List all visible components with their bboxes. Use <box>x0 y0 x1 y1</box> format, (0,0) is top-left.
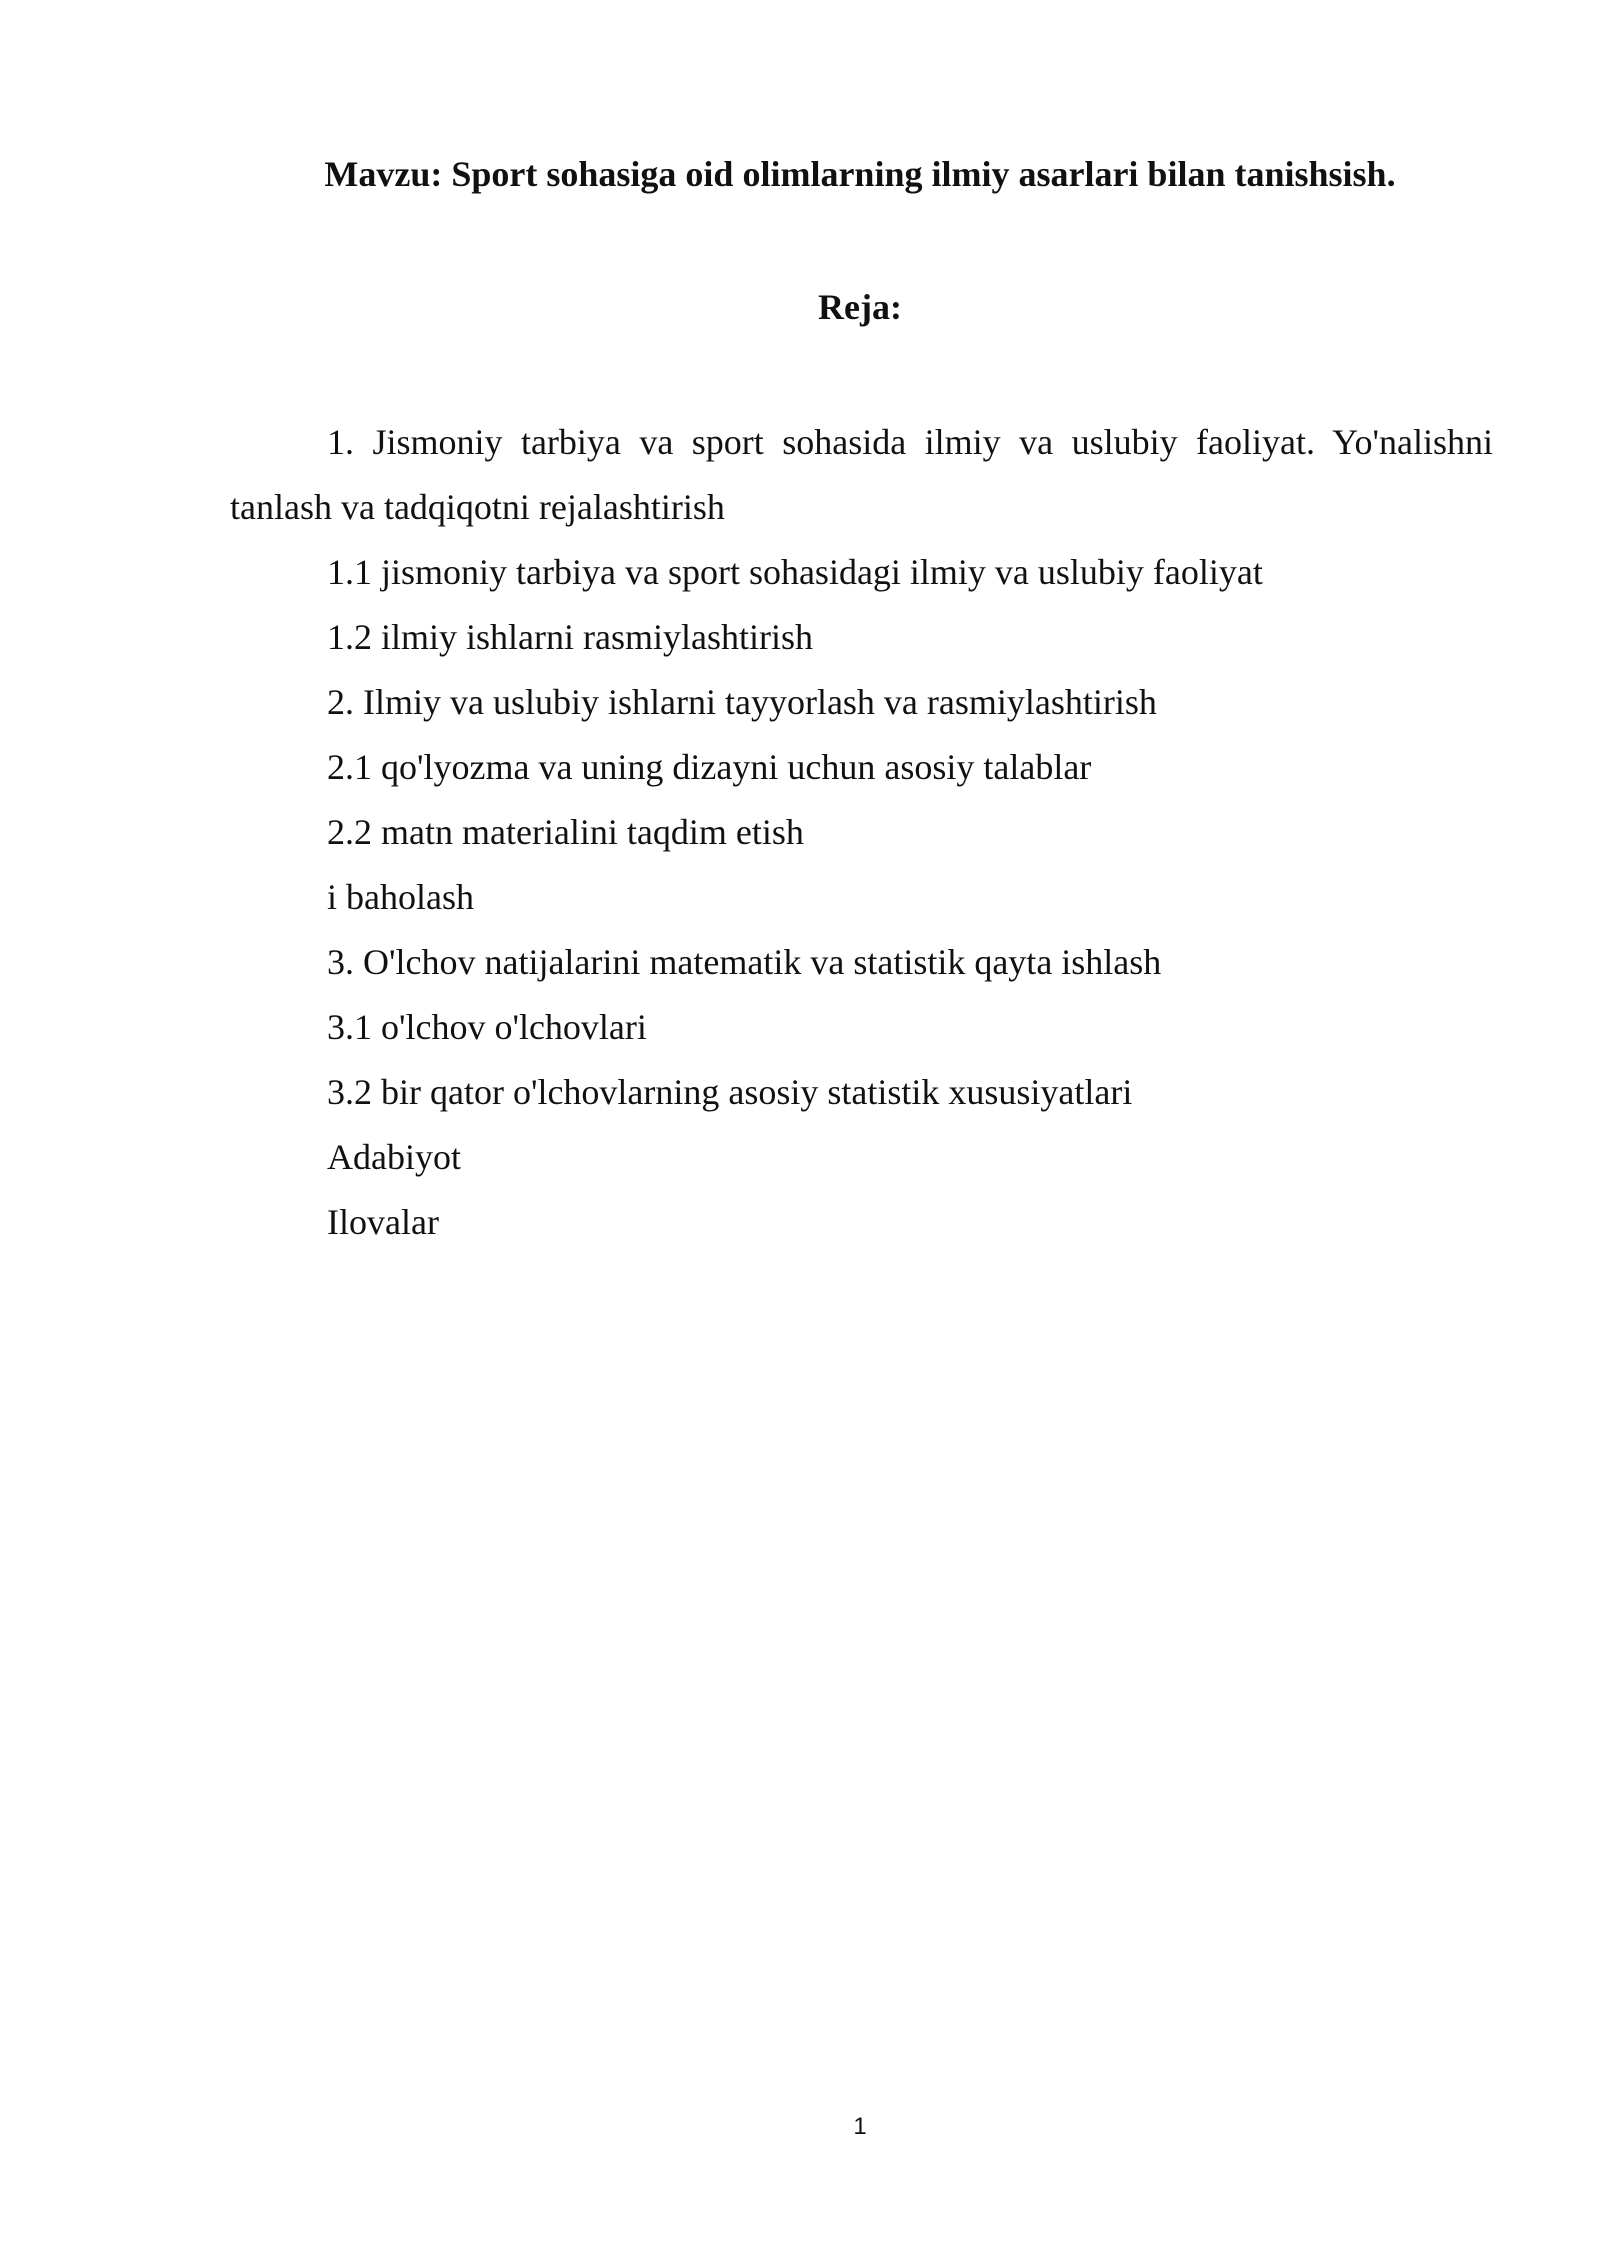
plan-item-2-2: 2.2 matn materialini taqdim etish <box>327 812 804 852</box>
plan-list <box>230 410 1493 1255</box>
document-title: Mavzu: Sport sohasiga oid olimlarning ilmiy asarlari bilan tanishsish. <box>324 154 1396 194</box>
plan-item-baholash: i baholash <box>327 877 474 917</box>
page-number: 1 <box>853 2113 867 2140</box>
plan-item-adabiyot: Adabiyot <box>327 1137 461 1177</box>
plan-item-2-1: 2.1 qo'lyozma va uning dizayni uchun asosiy talablar <box>327 747 1092 787</box>
plan-item-1-1: 1.1 jismoniy tarbiya va sport sohasidagi ilmiy va uslubiy faoliyat <box>327 552 1263 592</box>
plan-item-3-1: 3.1 o'lchov o'lchovlari <box>327 1007 647 1047</box>
plan-item-1: 1. Jismoniy tarbiya va sport sohasida ilmiy va uslubiy faoliyat. Yo'nalishni tanlash va tadqiqotni rejalashtirish <box>230 422 1493 527</box>
plan-item-1-2: 1.2 ilmiy ishlarni rasmiylashtirish <box>327 617 813 657</box>
plan-item-3: 3. O'lchov natijalarini matematik va statistik qayta ishlash <box>327 942 1162 982</box>
plan-item-ilovalar: Ilovalar <box>327 1202 439 1242</box>
plan-item-2: 2. Ilmiy va uslubiy ishlarni tayyorlash va rasmiylashtirish <box>327 682 1157 722</box>
plan-item-3-2: 3.2 bir qator o'lchovlarning asosiy statistik xususiyatlari <box>327 1072 1133 1112</box>
plan-heading: Reja: <box>818 287 902 327</box>
